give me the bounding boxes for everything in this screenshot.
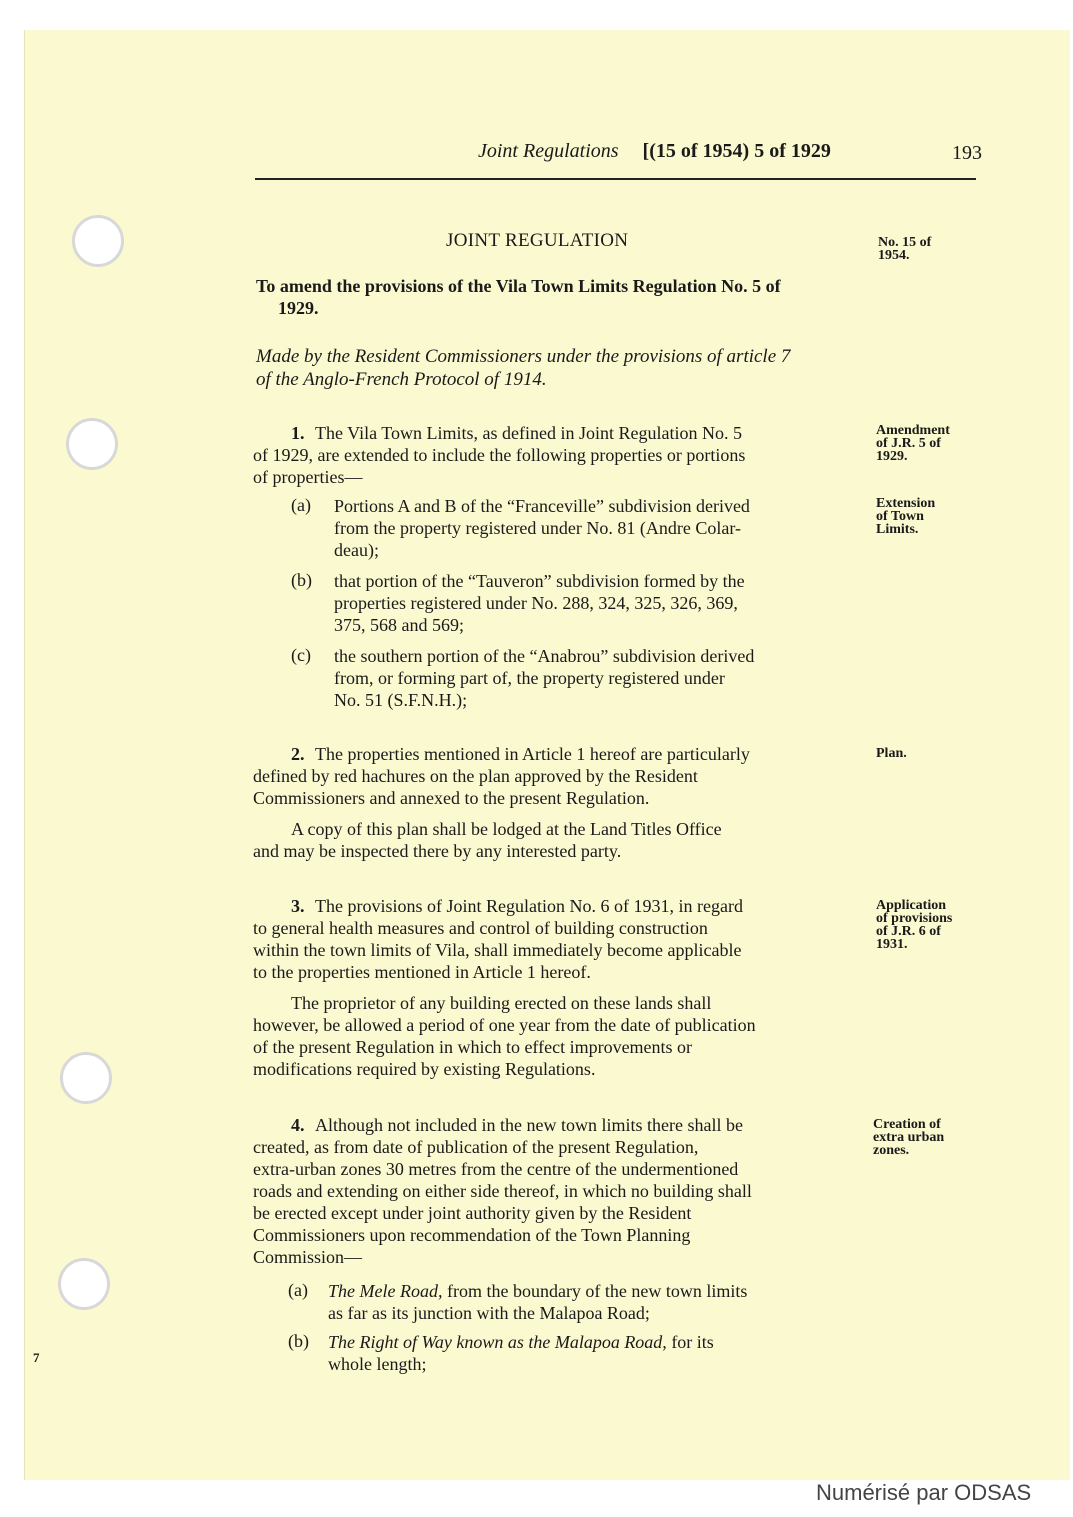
binder-hole-4 bbox=[58, 1258, 110, 1310]
header-reference: [(15 of 1954) 5 of 1929 bbox=[642, 140, 831, 162]
list-item: the southern portion of the “Anabrou” subdivision derived from, or forming part of, the property registered under No. 51 (S.F.N.H.); bbox=[334, 646, 755, 710]
item-label: (b) bbox=[291, 570, 312, 590]
header-title: Joint Regulations bbox=[478, 140, 619, 162]
article-4-number: 4. bbox=[291, 1115, 305, 1135]
article-1-number: 1. bbox=[291, 423, 305, 443]
list-item: Portions A and B of the “Franceville” subdivision derived from the property registered under No. 81 (Andre Colar- deau); bbox=[334, 496, 750, 560]
binder-hole-3 bbox=[60, 1052, 112, 1104]
item-label: (b) bbox=[288, 1331, 309, 1351]
article-2-number: 2. bbox=[291, 744, 305, 764]
regulation-title: JOINT REGULATION bbox=[446, 230, 629, 251]
margin-note-amendment: Amendment of J.R. 5 of 1929. bbox=[876, 423, 950, 464]
item-label: (a) bbox=[288, 1280, 308, 1300]
running-header bbox=[478, 140, 831, 163]
article-3: 3. The provisions of Joint Regulation No. 6 of 1931, in regard to general health measures and control of building construction within the town limits of Vila, shall immediately become applicable to the properties mentioned in Article 1 hereof. The proprietor of any building erected on these lands shall however, be allowed a period of one year from the date of publication of the present Regulation in which to effect improvements or modifications required by existing Regulations. bbox=[253, 896, 756, 1079]
header-rule bbox=[255, 178, 976, 180]
list-item: that portion of the “Tauveron” subdivision formed by the properties registered under No. 288, 324, 325, 326, 369, 375, 568 and 569; bbox=[334, 571, 745, 635]
item-label: (c) bbox=[291, 645, 311, 665]
item-label: (a) bbox=[291, 495, 311, 515]
article-2: 2. The properties mentioned in Article 1 hereof are particularly defined by red hachures on the plan approved by the Resident Commissioners and annexed to the present Regulation. A copy of this plan shall be lodged at the Land Titles Office and may be inspected there by any interested party. bbox=[253, 744, 750, 861]
margin-note-plan: Plan. bbox=[876, 746, 907, 761]
list-item: The Right of Way known as the Malapoa Road, for its whole length; bbox=[328, 1332, 714, 1374]
binder-hole-1 bbox=[72, 215, 124, 267]
scan-credit: Numérisé par ODSAS bbox=[816, 1480, 1032, 1505]
article-4: 4. Although not included in the new town limits there shall be created, as from date of publication of the present Regulation, extra-urban zones 30 metres from the centre of the undermentioned roads and extending on either side thereof, in which no building shall be erected except under joint authority given by the Resident Commissioners upon recommendation of the Town Planning Commission— bbox=[253, 1115, 752, 1267]
side-mark: 7 bbox=[33, 1350, 40, 1365]
article-1: 1. The Vila Town Limits, as defined in Joint Regulation No. 5 of 1929, are extended to include the following properties or portions of properties— bbox=[253, 423, 746, 487]
binder-hole-2 bbox=[66, 418, 118, 470]
margin-note-extension: Extension of Town Limits. bbox=[876, 496, 936, 537]
page-number: 193 bbox=[952, 142, 982, 164]
margin-note-application: Application of provisions of J.R. 6 of 1931. bbox=[876, 898, 953, 952]
list-item: The Mele Road, from the boundary of the new town limits as far as its junction with the Malapoa Road; bbox=[328, 1281, 748, 1323]
article-3-number: 3. bbox=[291, 896, 305, 916]
regulation-subtitle: To amend the provisions of the Vila Town Limits Regulation No. 5 of 1929. bbox=[256, 276, 781, 318]
margin-note-creation: Creation of extra urban zones. bbox=[873, 1117, 945, 1158]
margin-ref-number: No. 15 of 1954. bbox=[878, 235, 932, 263]
enacting-clause: Made by the Resident Commissioners under the provisions of article 7 of the Anglo-French Protocol of 1914. bbox=[256, 346, 791, 390]
